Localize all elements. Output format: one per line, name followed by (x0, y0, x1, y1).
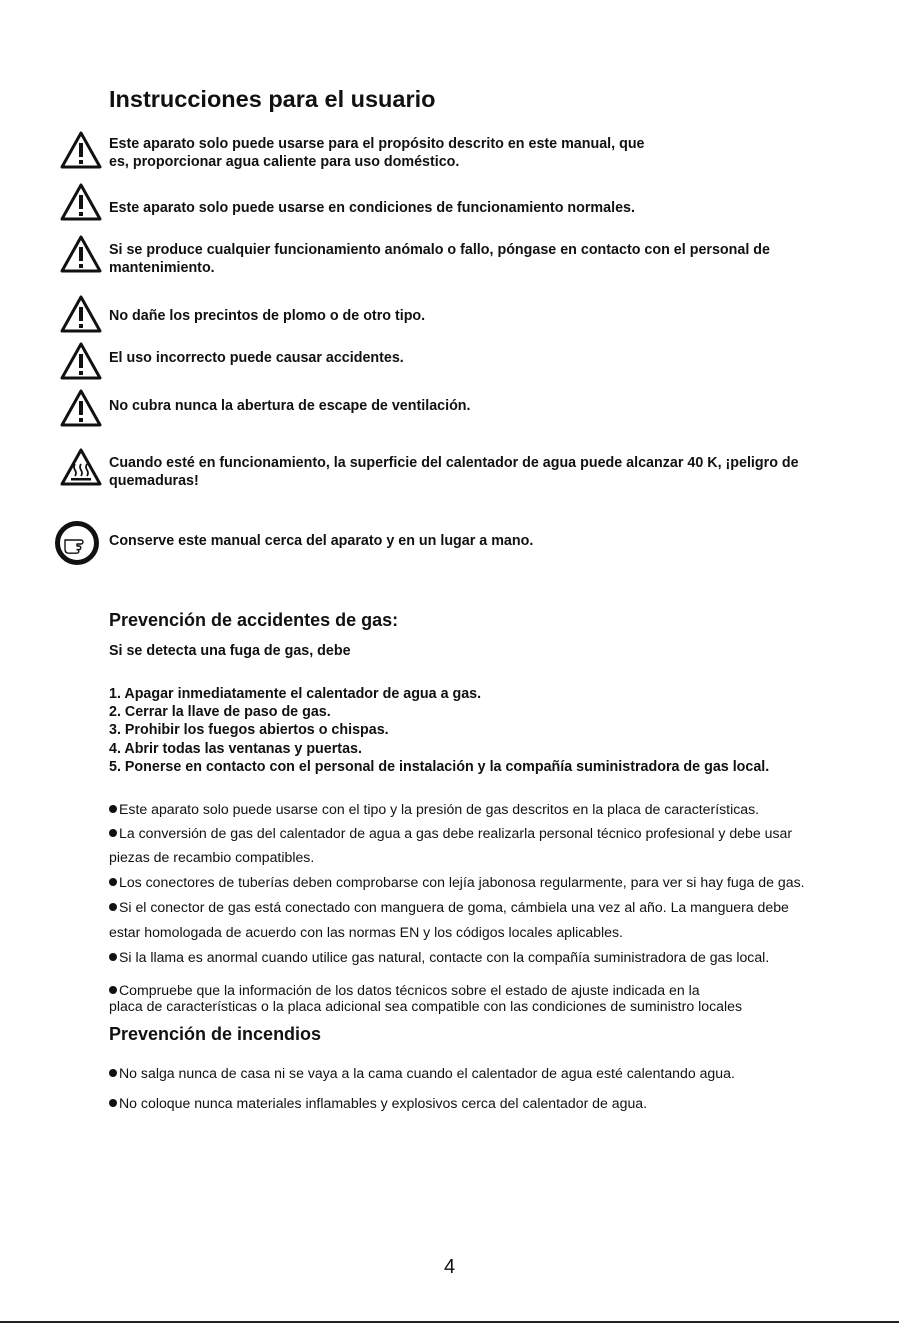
gas-bullet-4-cont: estar homologada de acuerdo con las normas EN y los códigos locales aplicables. (109, 924, 623, 940)
gas-steps (109, 685, 769, 776)
note-text: Conserve este manual cerca del aparato y en un lugar a mano. (109, 533, 534, 549)
bullet-dot (109, 805, 117, 813)
step-item: 5. Ponerse en contacto con el personal de instalación y la compañía suministradora de gas local. (109, 758, 770, 775)
gas-bullet-2-cont: piezas de recambio compatibles. (109, 849, 315, 865)
fire-heading: Prevención de incendios (109, 1024, 322, 1044)
warning-1: Este aparato solo puede usarse para el propósito descrito en este manual, que es, proporcionar agua caliente para uso doméstico. (109, 136, 645, 170)
warning-7: Cuando esté en funcionamiento, la superficie del calentador de agua puede alcanzar 40 K, ¡peligro de quemaduras! (109, 455, 799, 489)
warning-triangle-icon (60, 183, 102, 221)
gas-bullet-6: Compruebe que la información de los datos técnicos sobre el estado de ajuste indicada en la (109, 982, 700, 999)
fire-bullet-2: No coloque nunca materiales inflamables y explosivos cerca del calentador de agua. (109, 1095, 647, 1112)
bullet-dot (109, 878, 117, 886)
warning-3: Si se produce cualquier funcionamiento anómalo o fallo, póngase en contacto con el personal de mantenimiento. (109, 242, 770, 276)
gas-heading: Prevención de accidentes de gas: (109, 610, 399, 630)
step-item: 3. Prohibir los fuegos abiertos o chispas. (109, 722, 389, 739)
warning-2: Este aparato solo puede usarse en condiciones de funcionamiento normales. (109, 200, 635, 216)
bullet-dot (109, 1099, 117, 1107)
warning-triangle-icon (60, 295, 102, 333)
bullet-dot (109, 1069, 117, 1077)
warning-triangle-icon (60, 342, 102, 380)
fire-bullet-1: No salga nunca de casa ni se vaya a la cama cuando el calentador de agua esté calentando agua. (109, 1065, 735, 1082)
bullet-dot (109, 829, 117, 837)
warning-6: No cubra nunca la abertura de escape de ventilación. (109, 398, 471, 414)
gas-bullet-2: La conversión de gas del calentador de agua a gas debe realizarla personal técnico profesional y debe usar (109, 825, 792, 842)
page-number: 4 (443, 1256, 456, 1278)
gas-bullet-6-cont: placa de características o la placa adicional sea compatible con las condiciones de suministro locales (109, 998, 742, 1014)
warning-triangle-icon (60, 131, 102, 169)
pointing-hand-icon (54, 520, 100, 566)
warning-triangle-icon (60, 235, 102, 273)
bullet-dot (109, 953, 117, 961)
gas-bullet-5: Si la llama es anormal cuando utilice gas natural, contacte con la compañía suministradora de gas local. (109, 949, 769, 966)
bottom-rule (0, 1321, 899, 1323)
bullet-dot (109, 986, 117, 994)
gas-bullet-1: Este aparato solo puede usarse con el tipo y la presión de gas descritos en la placa de características. (109, 801, 759, 818)
bullet-dot (109, 903, 117, 911)
gas-bullet-4: Si el conector de gas está conectado con manguera de goma, cámbiela una vez al año. La manguera debe (109, 899, 789, 916)
step-item: 2. Cerrar la llave de paso de gas. (109, 704, 331, 721)
warning-4: No dañe los precintos de plomo o de otro tipo. (109, 308, 426, 324)
gas-bullet-3: Los conectores de tuberías deben comprobarse con lejía jabonosa regularmente, para ver si hay fuga de gas. (109, 874, 805, 891)
step-item: 1. Apagar inmediatamente el calentador de agua a gas. (109, 686, 482, 702)
step-item: 4. Abrir todas las ventanas y puertas. (109, 740, 362, 757)
warning-triangle-icon (60, 389, 102, 427)
page-title: Instrucciones para el usuario (109, 86, 436, 112)
hot-surface-warning-icon (60, 448, 102, 486)
gas-intro: Si se detecta una fuga de gas, debe (109, 643, 351, 659)
warning-5: El uso incorrecto puede causar accidentes. (109, 350, 404, 366)
